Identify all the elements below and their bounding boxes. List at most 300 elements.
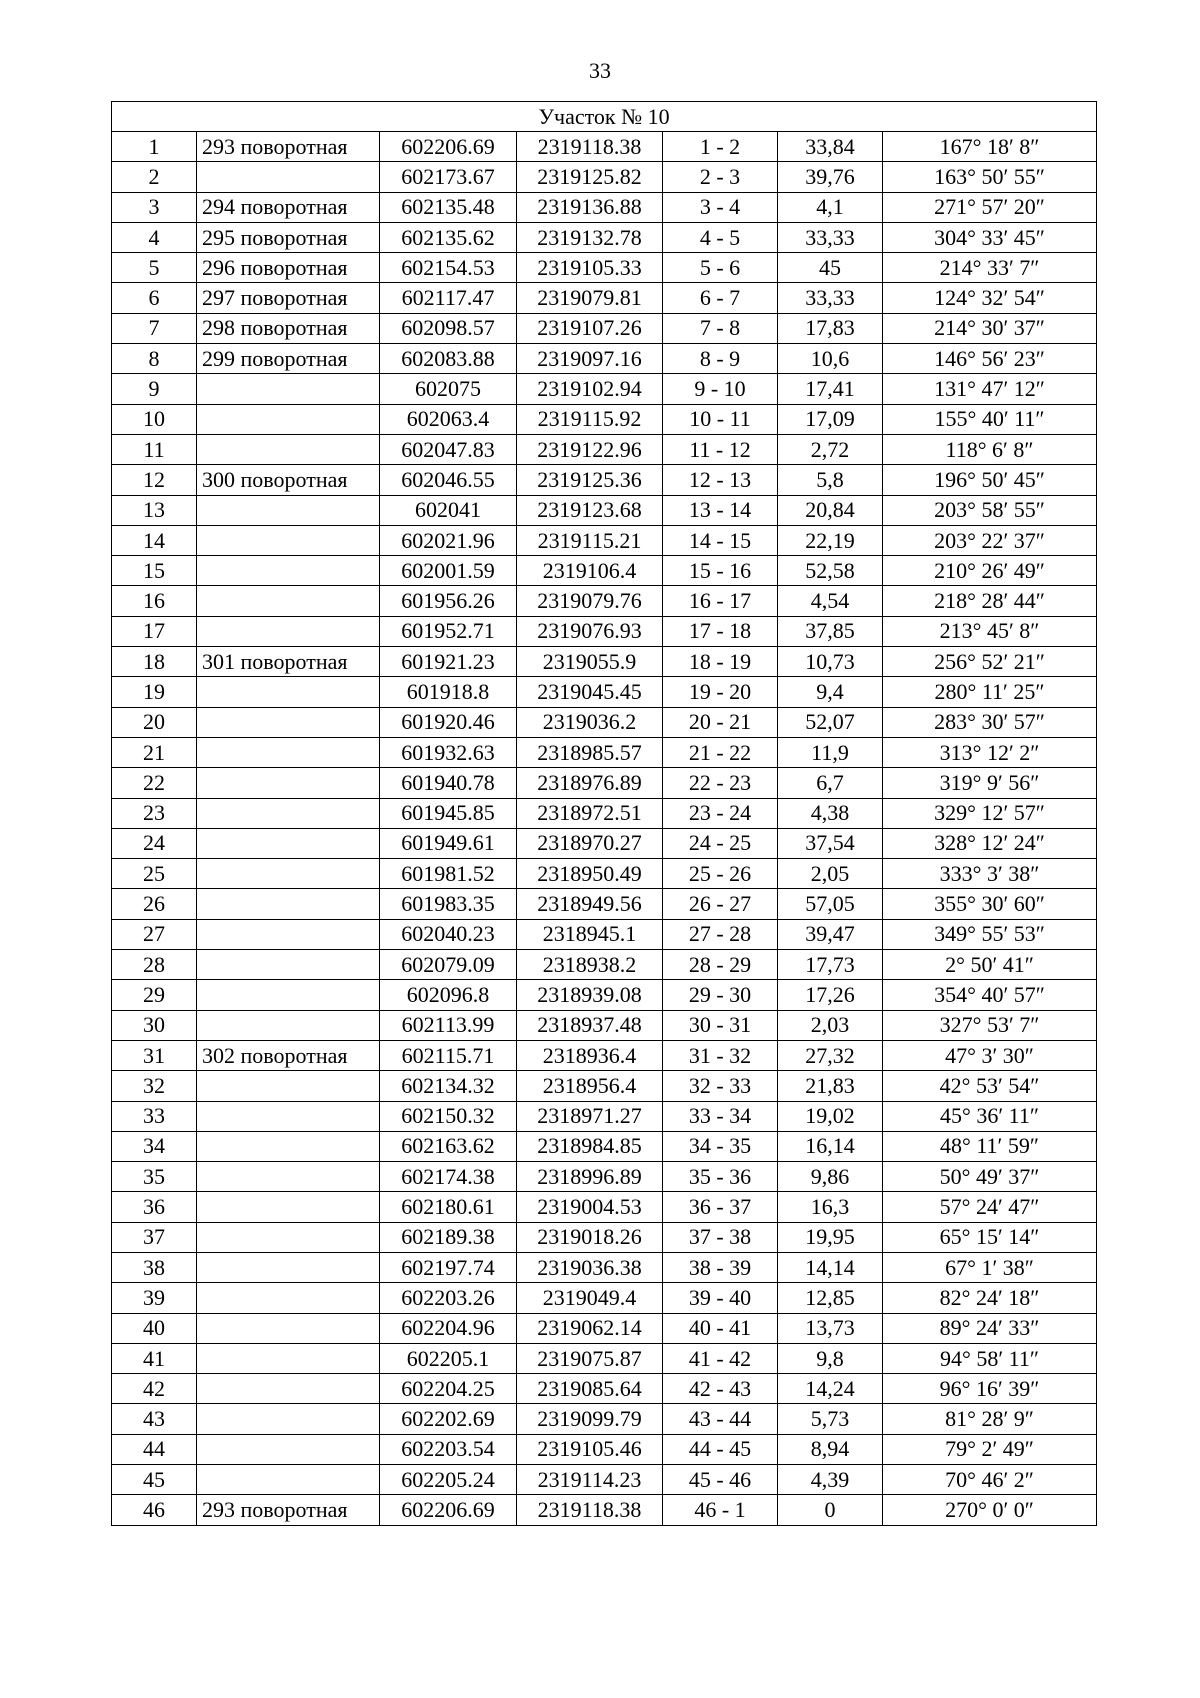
table-row xyxy=(112,707,1097,737)
direction-angle-cell: 2° 50′ 41″ xyxy=(883,950,1097,980)
y-coordinate-cell: 2318970.27 xyxy=(517,828,663,858)
y-coordinate-cell: 2319107.26 xyxy=(517,313,663,343)
y-coordinate-cell: 2319099.79 xyxy=(517,1404,663,1434)
table-row xyxy=(112,1222,1097,1252)
point-name-cell xyxy=(197,586,380,616)
x-coordinate-cell: 601949.61 xyxy=(380,828,517,858)
segment-cell: 41 - 42 xyxy=(663,1343,778,1373)
point-number-cell: 13 xyxy=(112,495,197,525)
y-coordinate-cell: 2318949.56 xyxy=(517,889,663,919)
table-row xyxy=(112,677,1097,707)
y-coordinate-cell: 2319004.53 xyxy=(517,1192,663,1222)
segment-cell: 19 - 20 xyxy=(663,677,778,707)
length-cell: 0 xyxy=(778,1495,883,1525)
x-coordinate-cell: 602174.38 xyxy=(380,1162,517,1192)
table-row xyxy=(112,889,1097,919)
point-number-cell: 10 xyxy=(112,404,197,434)
x-coordinate-cell: 601956.26 xyxy=(380,586,517,616)
segment-cell: 38 - 39 xyxy=(663,1252,778,1282)
point-number-cell: 34 xyxy=(112,1131,197,1161)
y-coordinate-cell: 2318939.08 xyxy=(517,980,663,1010)
length-cell: 20,84 xyxy=(778,495,883,525)
direction-angle-cell: 155° 40′ 11″ xyxy=(883,404,1097,434)
y-coordinate-cell: 2319062.14 xyxy=(517,1313,663,1343)
point-name-cell: 300 поворотная xyxy=(197,465,380,495)
direction-angle-cell: 67° 1′ 38″ xyxy=(883,1252,1097,1282)
point-number-cell: 30 xyxy=(112,1010,197,1040)
y-coordinate-cell: 2319105.46 xyxy=(517,1434,663,1464)
section-title: Участок № 10 xyxy=(112,102,1097,132)
direction-angle-cell: 210° 26′ 49″ xyxy=(883,556,1097,586)
length-cell: 9,4 xyxy=(778,677,883,707)
table-row xyxy=(112,1010,1097,1040)
point-name-cell: 297 поворотная xyxy=(197,283,380,313)
length-cell: 17,26 xyxy=(778,980,883,1010)
point-number-cell: 14 xyxy=(112,525,197,555)
point-name-cell xyxy=(197,1101,380,1131)
point-number-cell: 5 xyxy=(112,253,197,283)
segment-cell: 30 - 31 xyxy=(663,1010,778,1040)
x-coordinate-cell: 602204.25 xyxy=(380,1374,517,1404)
length-cell: 4,38 xyxy=(778,798,883,828)
segment-cell: 18 - 19 xyxy=(663,647,778,677)
segment-cell: 31 - 32 xyxy=(663,1040,778,1070)
direction-angle-cell: 313° 12′ 2″ xyxy=(883,737,1097,767)
y-coordinate-cell: 2319125.36 xyxy=(517,465,663,495)
length-cell: 8,94 xyxy=(778,1434,883,1464)
point-number-cell: 35 xyxy=(112,1162,197,1192)
point-number-cell: 2 xyxy=(112,162,197,192)
direction-angle-cell: 327° 53′ 7″ xyxy=(883,1010,1097,1040)
x-coordinate-cell: 601918.8 xyxy=(380,677,517,707)
direction-angle-cell: 131° 47′ 12″ xyxy=(883,374,1097,404)
segment-cell: 23 - 24 xyxy=(663,798,778,828)
y-coordinate-cell: 2319049.4 xyxy=(517,1283,663,1313)
direction-angle-cell: 48° 11′ 59″ xyxy=(883,1131,1097,1161)
length-cell: 17,83 xyxy=(778,313,883,343)
point-name-cell xyxy=(197,1404,380,1434)
point-number-cell: 9 xyxy=(112,374,197,404)
length-cell: 33,33 xyxy=(778,283,883,313)
point-name-cell xyxy=(197,707,380,737)
direction-angle-cell: 65° 15′ 14″ xyxy=(883,1222,1097,1252)
segment-cell: 15 - 16 xyxy=(663,556,778,586)
table-row xyxy=(112,1162,1097,1192)
y-coordinate-cell: 2319122.96 xyxy=(517,434,663,464)
point-number-cell: 24 xyxy=(112,828,197,858)
segment-cell: 3 - 4 xyxy=(663,192,778,222)
segment-cell: 34 - 35 xyxy=(663,1131,778,1161)
point-name-cell xyxy=(197,677,380,707)
length-cell: 39,76 xyxy=(778,162,883,192)
direction-angle-cell: 82° 24′ 18″ xyxy=(883,1283,1097,1313)
segment-cell: 22 - 23 xyxy=(663,768,778,798)
segment-cell: 46 - 1 xyxy=(663,1495,778,1525)
coordinates-table xyxy=(111,101,1097,1526)
x-coordinate-cell: 602203.54 xyxy=(380,1434,517,1464)
segment-cell: 21 - 22 xyxy=(663,737,778,767)
x-coordinate-cell: 602205.24 xyxy=(380,1465,517,1495)
length-cell: 33,33 xyxy=(778,222,883,252)
y-coordinate-cell: 2318985.57 xyxy=(517,737,663,767)
table-row xyxy=(112,768,1097,798)
y-coordinate-cell: 2319115.21 xyxy=(517,525,663,555)
segment-cell: 32 - 33 xyxy=(663,1071,778,1101)
x-coordinate-cell: 602075 xyxy=(380,374,517,404)
point-name-cell: 294 поворотная xyxy=(197,192,380,222)
x-coordinate-cell: 602189.38 xyxy=(380,1222,517,1252)
segment-cell: 17 - 18 xyxy=(663,616,778,646)
segment-cell: 9 - 10 xyxy=(663,374,778,404)
length-cell: 37,85 xyxy=(778,616,883,646)
length-cell: 9,86 xyxy=(778,1162,883,1192)
y-coordinate-cell: 2319132.78 xyxy=(517,222,663,252)
table-row xyxy=(112,1071,1097,1101)
point-number-cell: 46 xyxy=(112,1495,197,1525)
length-cell: 45 xyxy=(778,253,883,283)
point-name-cell: 293 поворотная xyxy=(197,1495,380,1525)
direction-angle-cell: 214° 33′ 7″ xyxy=(883,253,1097,283)
point-number-cell: 33 xyxy=(112,1101,197,1131)
segment-cell: 26 - 27 xyxy=(663,889,778,919)
x-coordinate-cell: 602206.69 xyxy=(380,1495,517,1525)
direction-angle-cell: 355° 30′ 60″ xyxy=(883,889,1097,919)
x-coordinate-cell: 602134.32 xyxy=(380,1071,517,1101)
point-number-cell: 36 xyxy=(112,1192,197,1222)
y-coordinate-cell: 2318936.4 xyxy=(517,1040,663,1070)
direction-angle-cell: 94° 58′ 11″ xyxy=(883,1343,1097,1373)
direction-angle-cell: 319° 9′ 56″ xyxy=(883,768,1097,798)
x-coordinate-cell: 602041 xyxy=(380,495,517,525)
y-coordinate-cell: 2319018.26 xyxy=(517,1222,663,1252)
table-row xyxy=(112,192,1097,222)
x-coordinate-cell: 602204.96 xyxy=(380,1313,517,1343)
y-coordinate-cell: 2319097.16 xyxy=(517,344,663,374)
length-cell: 21,83 xyxy=(778,1071,883,1101)
x-coordinate-cell: 601920.46 xyxy=(380,707,517,737)
point-name-cell xyxy=(197,1283,380,1313)
segment-cell: 7 - 8 xyxy=(663,313,778,343)
point-number-cell: 16 xyxy=(112,586,197,616)
direction-angle-cell: 57° 24′ 47″ xyxy=(883,1192,1097,1222)
segment-cell: 16 - 17 xyxy=(663,586,778,616)
y-coordinate-cell: 2318976.89 xyxy=(517,768,663,798)
length-cell: 2,72 xyxy=(778,434,883,464)
point-name-cell xyxy=(197,889,380,919)
table-row xyxy=(112,465,1097,495)
segment-cell: 8 - 9 xyxy=(663,344,778,374)
y-coordinate-cell: 2319118.38 xyxy=(517,1495,663,1525)
direction-angle-cell: 124° 32′ 54″ xyxy=(883,283,1097,313)
x-coordinate-cell: 602098.57 xyxy=(380,313,517,343)
y-coordinate-cell: 2319102.94 xyxy=(517,374,663,404)
point-name-cell xyxy=(197,1313,380,1343)
point-number-cell: 25 xyxy=(112,859,197,889)
segment-cell: 27 - 28 xyxy=(663,919,778,949)
point-number-cell: 43 xyxy=(112,1404,197,1434)
direction-angle-cell: 81° 28′ 9″ xyxy=(883,1404,1097,1434)
point-number-cell: 21 xyxy=(112,737,197,767)
length-cell: 17,09 xyxy=(778,404,883,434)
y-coordinate-cell: 2319114.23 xyxy=(517,1465,663,1495)
x-coordinate-cell: 602113.99 xyxy=(380,1010,517,1040)
point-number-cell: 4 xyxy=(112,222,197,252)
point-name-cell xyxy=(197,616,380,646)
direction-angle-cell: 50° 49′ 37″ xyxy=(883,1162,1097,1192)
point-name-cell xyxy=(197,1434,380,1464)
length-cell: 19,02 xyxy=(778,1101,883,1131)
point-number-cell: 7 xyxy=(112,313,197,343)
direction-angle-cell: 70° 46′ 2″ xyxy=(883,1465,1097,1495)
y-coordinate-cell: 2319136.88 xyxy=(517,192,663,222)
length-cell: 6,7 xyxy=(778,768,883,798)
direction-angle-cell: 45° 36′ 11″ xyxy=(883,1101,1097,1131)
x-coordinate-cell: 602205.1 xyxy=(380,1343,517,1373)
x-coordinate-cell: 602001.59 xyxy=(380,556,517,586)
segment-cell: 12 - 13 xyxy=(663,465,778,495)
x-coordinate-cell: 601932.63 xyxy=(380,737,517,767)
x-coordinate-cell: 602046.55 xyxy=(380,465,517,495)
length-cell: 12,85 xyxy=(778,1283,883,1313)
length-cell: 4,1 xyxy=(778,192,883,222)
segment-cell: 11 - 12 xyxy=(663,434,778,464)
length-cell: 4,39 xyxy=(778,1465,883,1495)
segment-cell: 37 - 38 xyxy=(663,1222,778,1252)
point-number-cell: 42 xyxy=(112,1374,197,1404)
direction-angle-cell: 304° 33′ 45″ xyxy=(883,222,1097,252)
length-cell: 52,07 xyxy=(778,707,883,737)
y-coordinate-cell: 2319076.93 xyxy=(517,616,663,646)
table-row xyxy=(112,222,1097,252)
y-coordinate-cell: 2319085.64 xyxy=(517,1374,663,1404)
length-cell: 39,47 xyxy=(778,919,883,949)
table-row xyxy=(112,1343,1097,1373)
point-number-cell: 41 xyxy=(112,1343,197,1373)
y-coordinate-cell: 2319045.45 xyxy=(517,677,663,707)
point-name-cell: 301 поворотная xyxy=(197,647,380,677)
table-row xyxy=(112,132,1097,162)
segment-cell: 4 - 5 xyxy=(663,222,778,252)
direction-angle-cell: 283° 30′ 57″ xyxy=(883,707,1097,737)
point-name-cell xyxy=(197,1131,380,1161)
point-name-cell xyxy=(197,404,380,434)
point-number-cell: 15 xyxy=(112,556,197,586)
length-cell: 52,58 xyxy=(778,556,883,586)
segment-cell: 2 - 3 xyxy=(663,162,778,192)
length-cell: 17,41 xyxy=(778,374,883,404)
point-number-cell: 1 xyxy=(112,132,197,162)
x-coordinate-cell: 602040.23 xyxy=(380,919,517,949)
direction-angle-cell: 333° 3′ 38″ xyxy=(883,859,1097,889)
segment-cell: 14 - 15 xyxy=(663,525,778,555)
direction-angle-cell: 270° 0′ 0″ xyxy=(883,1495,1097,1525)
length-cell: 57,05 xyxy=(778,889,883,919)
point-name-cell xyxy=(197,1343,380,1373)
point-name-cell xyxy=(197,768,380,798)
x-coordinate-cell: 602203.26 xyxy=(380,1283,517,1313)
y-coordinate-cell: 2319055.9 xyxy=(517,647,663,677)
table-row xyxy=(112,556,1097,586)
y-coordinate-cell: 2318950.49 xyxy=(517,859,663,889)
point-number-cell: 19 xyxy=(112,677,197,707)
table-row xyxy=(112,162,1097,192)
table-row xyxy=(112,1313,1097,1343)
direction-angle-cell: 96° 16′ 39″ xyxy=(883,1374,1097,1404)
point-number-cell: 27 xyxy=(112,919,197,949)
x-coordinate-cell: 602115.71 xyxy=(380,1040,517,1070)
point-name-cell xyxy=(197,1010,380,1040)
table-row xyxy=(112,1192,1097,1222)
table-row xyxy=(112,737,1097,767)
direction-angle-cell: 280° 11′ 25″ xyxy=(883,677,1097,707)
point-number-cell: 18 xyxy=(112,647,197,677)
length-cell: 10,6 xyxy=(778,344,883,374)
point-name-cell xyxy=(197,374,380,404)
table-row xyxy=(112,616,1097,646)
x-coordinate-cell: 602117.47 xyxy=(380,283,517,313)
y-coordinate-cell: 2319105.33 xyxy=(517,253,663,283)
point-name-cell xyxy=(197,980,380,1010)
point-number-cell: 11 xyxy=(112,434,197,464)
point-name-cell xyxy=(197,434,380,464)
table-row xyxy=(112,1404,1097,1434)
y-coordinate-cell: 2319036.2 xyxy=(517,707,663,737)
x-coordinate-cell: 601952.71 xyxy=(380,616,517,646)
point-number-cell: 28 xyxy=(112,950,197,980)
y-coordinate-cell: 2318984.85 xyxy=(517,1131,663,1161)
point-name-cell: 302 поворотная xyxy=(197,1040,380,1070)
point-name-cell: 293 поворотная xyxy=(197,132,380,162)
point-name-cell xyxy=(197,859,380,889)
point-name-cell xyxy=(197,1192,380,1222)
table-row xyxy=(112,647,1097,677)
x-coordinate-cell: 601940.78 xyxy=(380,768,517,798)
length-cell: 14,24 xyxy=(778,1374,883,1404)
table-row xyxy=(112,1252,1097,1282)
point-number-cell: 22 xyxy=(112,768,197,798)
y-coordinate-cell: 2319036.38 xyxy=(517,1252,663,1282)
table-row xyxy=(112,1465,1097,1495)
point-number-cell: 23 xyxy=(112,798,197,828)
direction-angle-cell: 79° 2′ 49″ xyxy=(883,1434,1097,1464)
point-name-cell: 299 поворотная xyxy=(197,344,380,374)
point-name-cell: 296 поворотная xyxy=(197,253,380,283)
point-number-cell: 12 xyxy=(112,465,197,495)
segment-cell: 36 - 37 xyxy=(663,1192,778,1222)
segment-cell: 10 - 11 xyxy=(663,404,778,434)
point-number-cell: 40 xyxy=(112,1313,197,1343)
length-cell: 16,3 xyxy=(778,1192,883,1222)
segment-cell: 29 - 30 xyxy=(663,980,778,1010)
x-coordinate-cell: 602150.32 xyxy=(380,1101,517,1131)
x-coordinate-cell: 602135.62 xyxy=(380,222,517,252)
point-name-cell xyxy=(197,495,380,525)
x-coordinate-cell: 602202.69 xyxy=(380,1404,517,1434)
y-coordinate-cell: 2319115.92 xyxy=(517,404,663,434)
direction-angle-cell: 349° 55′ 53″ xyxy=(883,919,1097,949)
length-cell: 17,73 xyxy=(778,950,883,980)
point-name-cell xyxy=(197,798,380,828)
point-name-cell xyxy=(197,162,380,192)
y-coordinate-cell: 2319125.82 xyxy=(517,162,663,192)
length-cell: 10,73 xyxy=(778,647,883,677)
segment-cell: 33 - 34 xyxy=(663,1101,778,1131)
point-number-cell: 6 xyxy=(112,283,197,313)
segment-cell: 24 - 25 xyxy=(663,828,778,858)
x-coordinate-cell: 602180.61 xyxy=(380,1192,517,1222)
length-cell: 9,8 xyxy=(778,1343,883,1373)
x-coordinate-cell: 602096.8 xyxy=(380,980,517,1010)
direction-angle-cell: 329° 12′ 57″ xyxy=(883,798,1097,828)
table-row xyxy=(112,283,1097,313)
direction-angle-cell: 214° 30′ 37″ xyxy=(883,313,1097,343)
table-row xyxy=(112,859,1097,889)
y-coordinate-cell: 2319079.81 xyxy=(517,283,663,313)
segment-cell: 45 - 46 xyxy=(663,1465,778,1495)
page-number: 33 xyxy=(589,58,611,83)
point-name-cell: 298 поворотная xyxy=(197,313,380,343)
length-cell: 22,19 xyxy=(778,525,883,555)
table-row xyxy=(112,1283,1097,1313)
y-coordinate-cell: 2318996.89 xyxy=(517,1162,663,1192)
length-cell: 33,84 xyxy=(778,132,883,162)
x-coordinate-cell: 601921.23 xyxy=(380,647,517,677)
length-cell: 16,14 xyxy=(778,1131,883,1161)
table-row xyxy=(112,1101,1097,1131)
length-cell: 2,05 xyxy=(778,859,883,889)
point-name-cell xyxy=(197,828,380,858)
direction-angle-cell: 118° 6′ 8″ xyxy=(883,434,1097,464)
table-row xyxy=(112,798,1097,828)
x-coordinate-cell: 602206.69 xyxy=(380,132,517,162)
table-row xyxy=(112,980,1097,1010)
segment-cell: 44 - 45 xyxy=(663,1434,778,1464)
point-name-cell xyxy=(197,919,380,949)
direction-angle-cell: 196° 50′ 45″ xyxy=(883,465,1097,495)
table-row xyxy=(112,950,1097,980)
table-row xyxy=(112,313,1097,343)
direction-angle-cell: 271° 57′ 20″ xyxy=(883,192,1097,222)
x-coordinate-cell: 602154.53 xyxy=(380,253,517,283)
point-name-cell xyxy=(197,737,380,767)
point-number-cell: 32 xyxy=(112,1071,197,1101)
segment-cell: 5 - 6 xyxy=(663,253,778,283)
direction-angle-cell: 163° 50′ 55″ xyxy=(883,162,1097,192)
table-row xyxy=(112,495,1097,525)
y-coordinate-cell: 2319075.87 xyxy=(517,1343,663,1373)
point-name-cell xyxy=(197,525,380,555)
direction-angle-cell: 256° 52′ 21″ xyxy=(883,647,1097,677)
segment-cell: 6 - 7 xyxy=(663,283,778,313)
section-header-row xyxy=(112,102,1097,132)
direction-angle-cell: 203° 22′ 37″ xyxy=(883,525,1097,555)
table-row xyxy=(112,919,1097,949)
table-body xyxy=(112,102,1097,1526)
point-number-cell: 45 xyxy=(112,1465,197,1495)
table-row xyxy=(112,1040,1097,1070)
length-cell: 2,03 xyxy=(778,1010,883,1040)
y-coordinate-cell: 2319123.68 xyxy=(517,495,663,525)
direction-angle-cell: 42° 53′ 54″ xyxy=(883,1071,1097,1101)
length-cell: 37,54 xyxy=(778,828,883,858)
table-row xyxy=(112,404,1097,434)
segment-cell: 20 - 21 xyxy=(663,707,778,737)
point-number-cell: 44 xyxy=(112,1434,197,1464)
point-number-cell: 31 xyxy=(112,1040,197,1070)
direction-angle-cell: 89° 24′ 33″ xyxy=(883,1313,1097,1343)
y-coordinate-cell: 2318945.1 xyxy=(517,919,663,949)
segment-cell: 40 - 41 xyxy=(663,1313,778,1343)
